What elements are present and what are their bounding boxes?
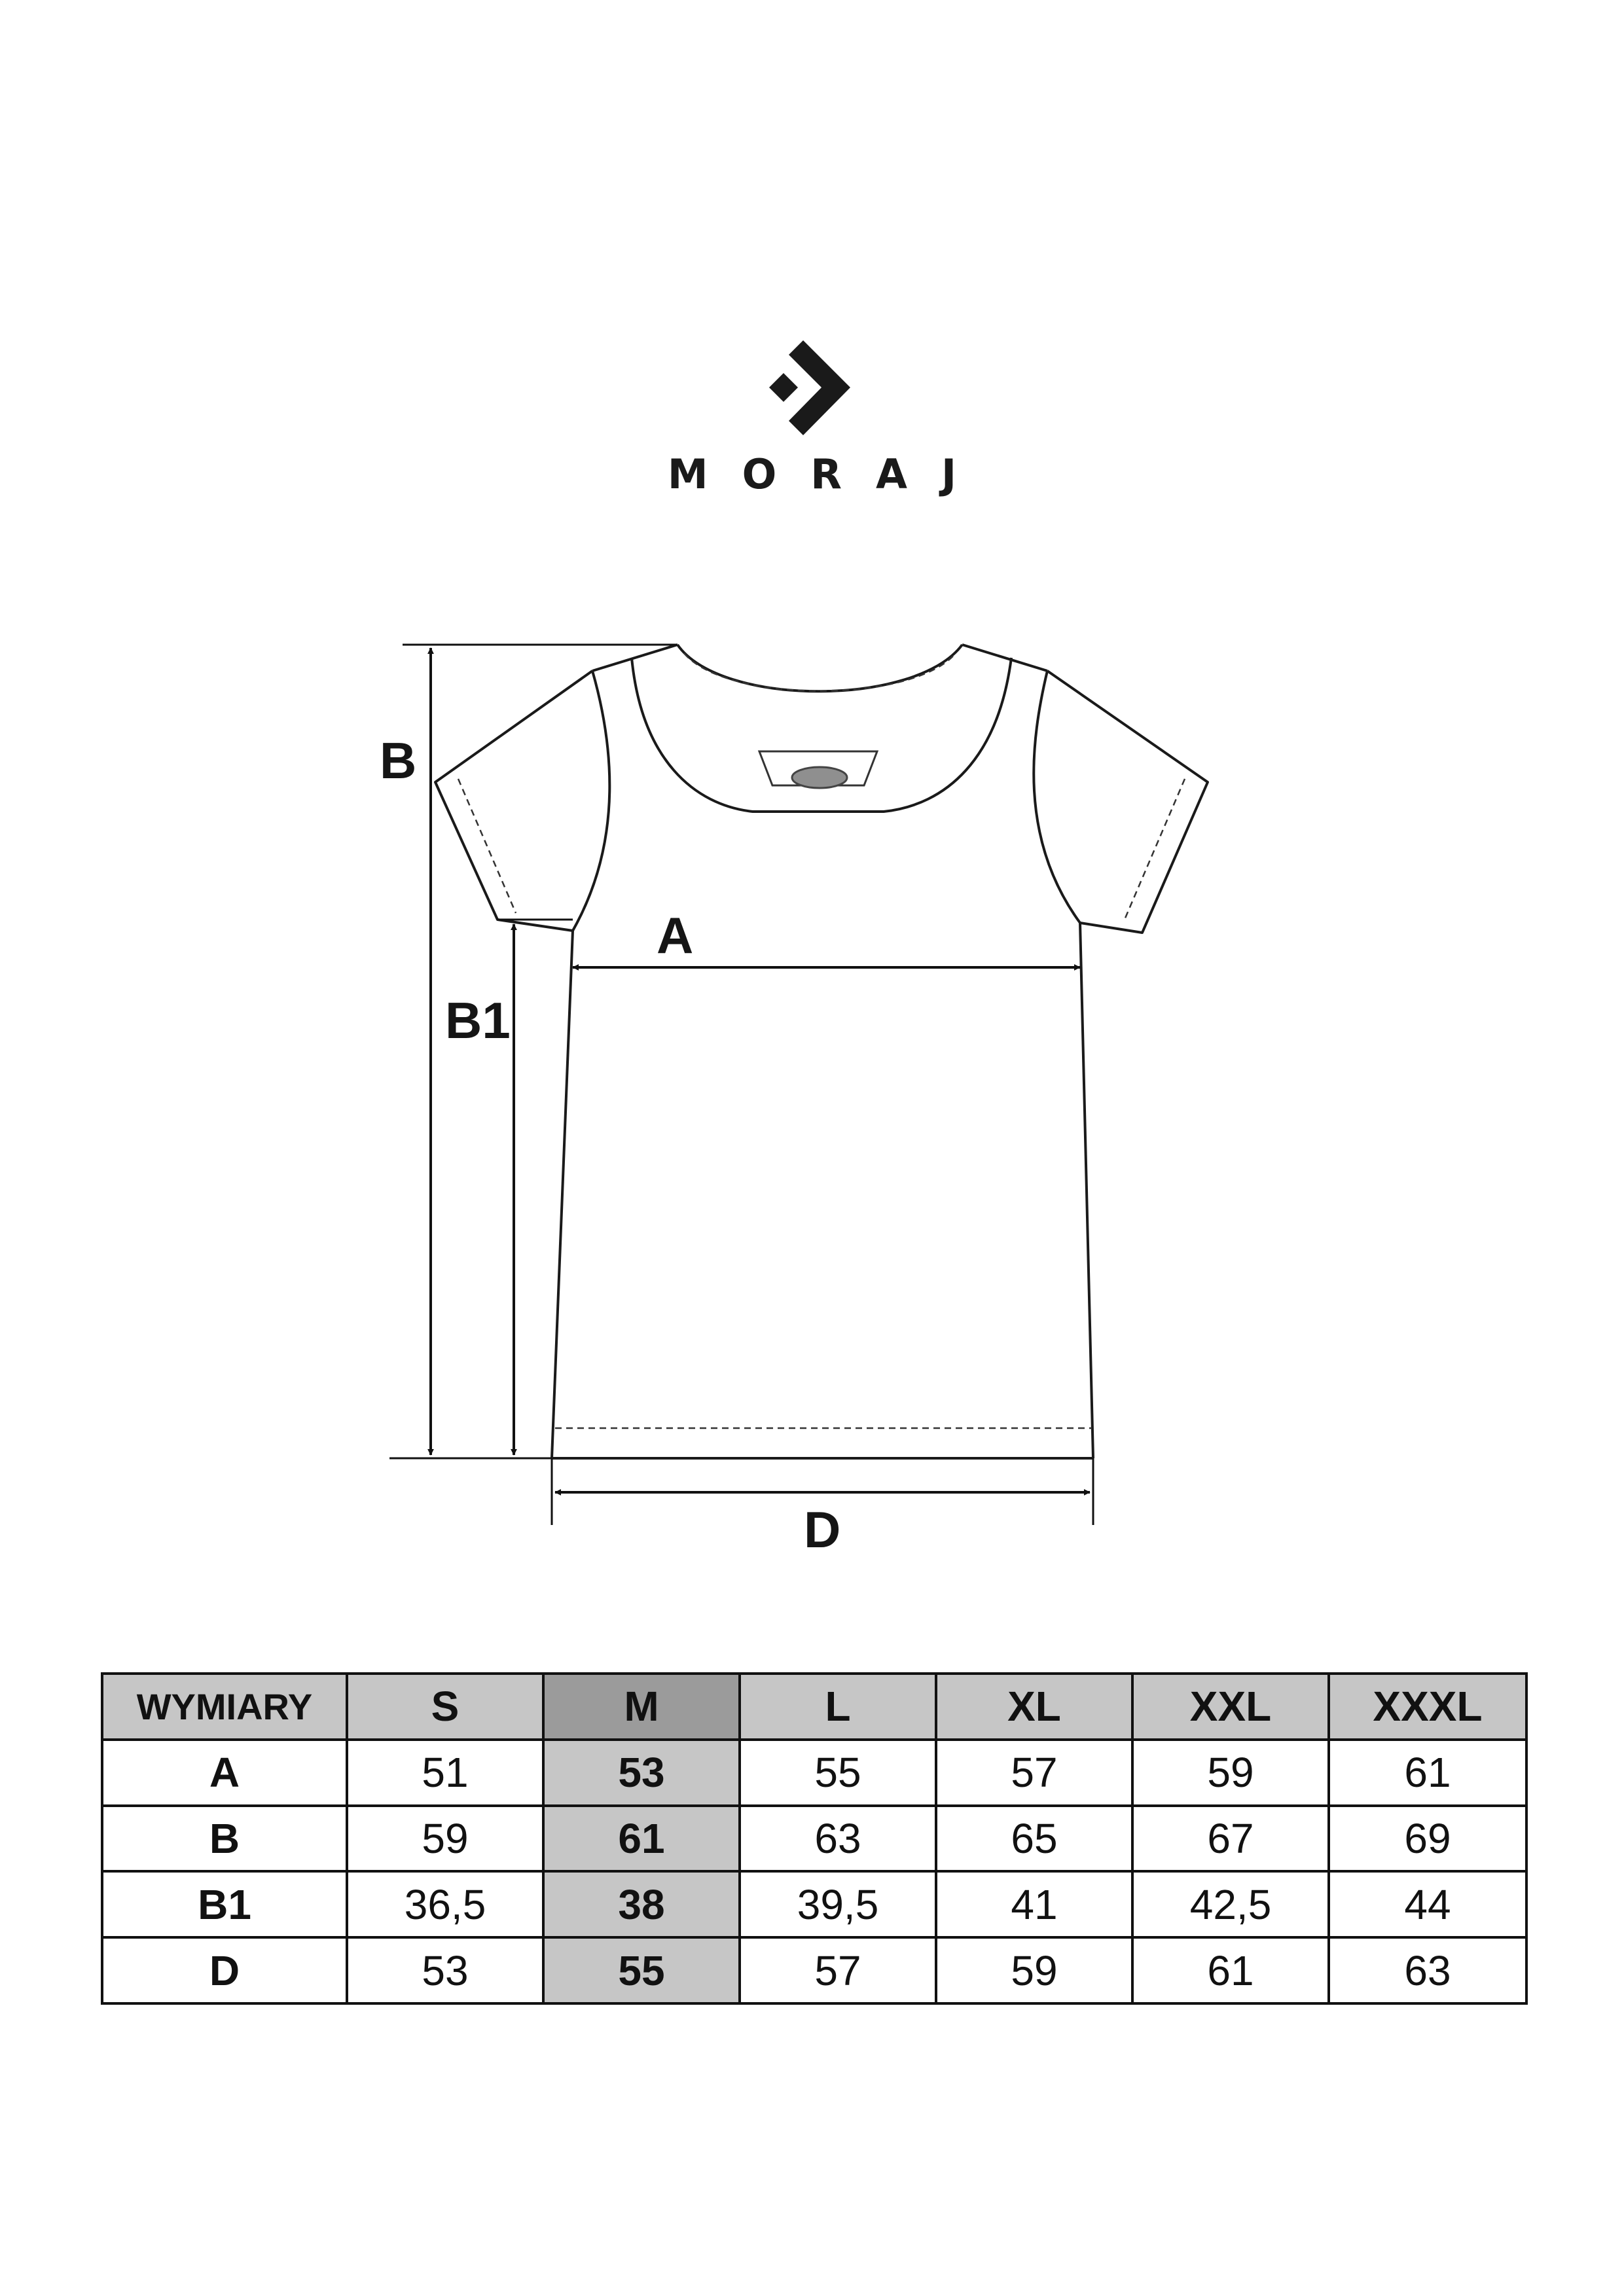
neck-bow-detail <box>759 751 877 788</box>
table-cell: 69 <box>1329 1806 1526 1872</box>
table-cell: 36,5 <box>347 1871 543 1937</box>
measurement-arrows <box>431 648 1090 1492</box>
table-cell: 67 <box>1132 1806 1329 1872</box>
size-header: XXL <box>1132 1674 1329 1740</box>
table-cell: 51 <box>347 1740 543 1806</box>
table-cell: 61 <box>1329 1740 1526 1806</box>
row-label: D <box>102 1937 347 2003</box>
table-cell: 39,5 <box>740 1871 936 1937</box>
table-cell-highlighted: 38 <box>543 1871 740 1937</box>
label-d: D <box>804 1501 841 1558</box>
table-cell: 59 <box>936 1937 1132 2003</box>
table-cell-highlighted: 53 <box>543 1740 740 1806</box>
table-row <box>102 1740 1526 1806</box>
size-header: XL <box>936 1674 1132 1740</box>
table-row <box>102 1806 1526 1872</box>
table-cell: 57 <box>936 1740 1132 1806</box>
size-header: L <box>740 1674 936 1740</box>
row-label: B1 <box>102 1871 347 1937</box>
table-cell: 59 <box>1132 1740 1329 1806</box>
table-cell: 65 <box>936 1806 1132 1872</box>
table-cell: 63 <box>740 1806 936 1872</box>
size-table-header-row <box>102 1674 1526 1740</box>
table-cell: 61 <box>1132 1937 1329 2003</box>
table-row <box>102 1871 1526 1937</box>
table-cell: 63 <box>1329 1937 1526 2003</box>
table-row <box>102 1937 1526 2003</box>
size-table-corner-header: WYMIARY <box>102 1674 347 1740</box>
label-b1: B1 <box>445 992 511 1049</box>
size-table <box>101 1672 1528 2005</box>
table-cell: 59 <box>347 1806 543 1872</box>
label-b: B <box>380 732 417 789</box>
size-header-highlighted: M <box>543 1674 740 1740</box>
brand-name: MORAJ <box>667 450 991 498</box>
table-cell: 41 <box>936 1871 1132 1937</box>
size-header: S <box>347 1674 543 1740</box>
table-cell: 42,5 <box>1132 1871 1329 1937</box>
table-cell-highlighted: 61 <box>543 1806 740 1872</box>
row-label: B <box>102 1806 347 1872</box>
table-cell: 57 <box>740 1937 936 2003</box>
row-label: A <box>102 1740 347 1806</box>
table-cell: 44 <box>1329 1871 1526 1937</box>
table-cell-highlighted: 55 <box>543 1937 740 2003</box>
table-cell: 55 <box>740 1740 936 1806</box>
table-cell: 53 <box>347 1937 543 2003</box>
measurement-lines <box>389 645 1093 1525</box>
size-header: XXXL <box>1329 1674 1526 1740</box>
label-a: A <box>657 906 694 964</box>
